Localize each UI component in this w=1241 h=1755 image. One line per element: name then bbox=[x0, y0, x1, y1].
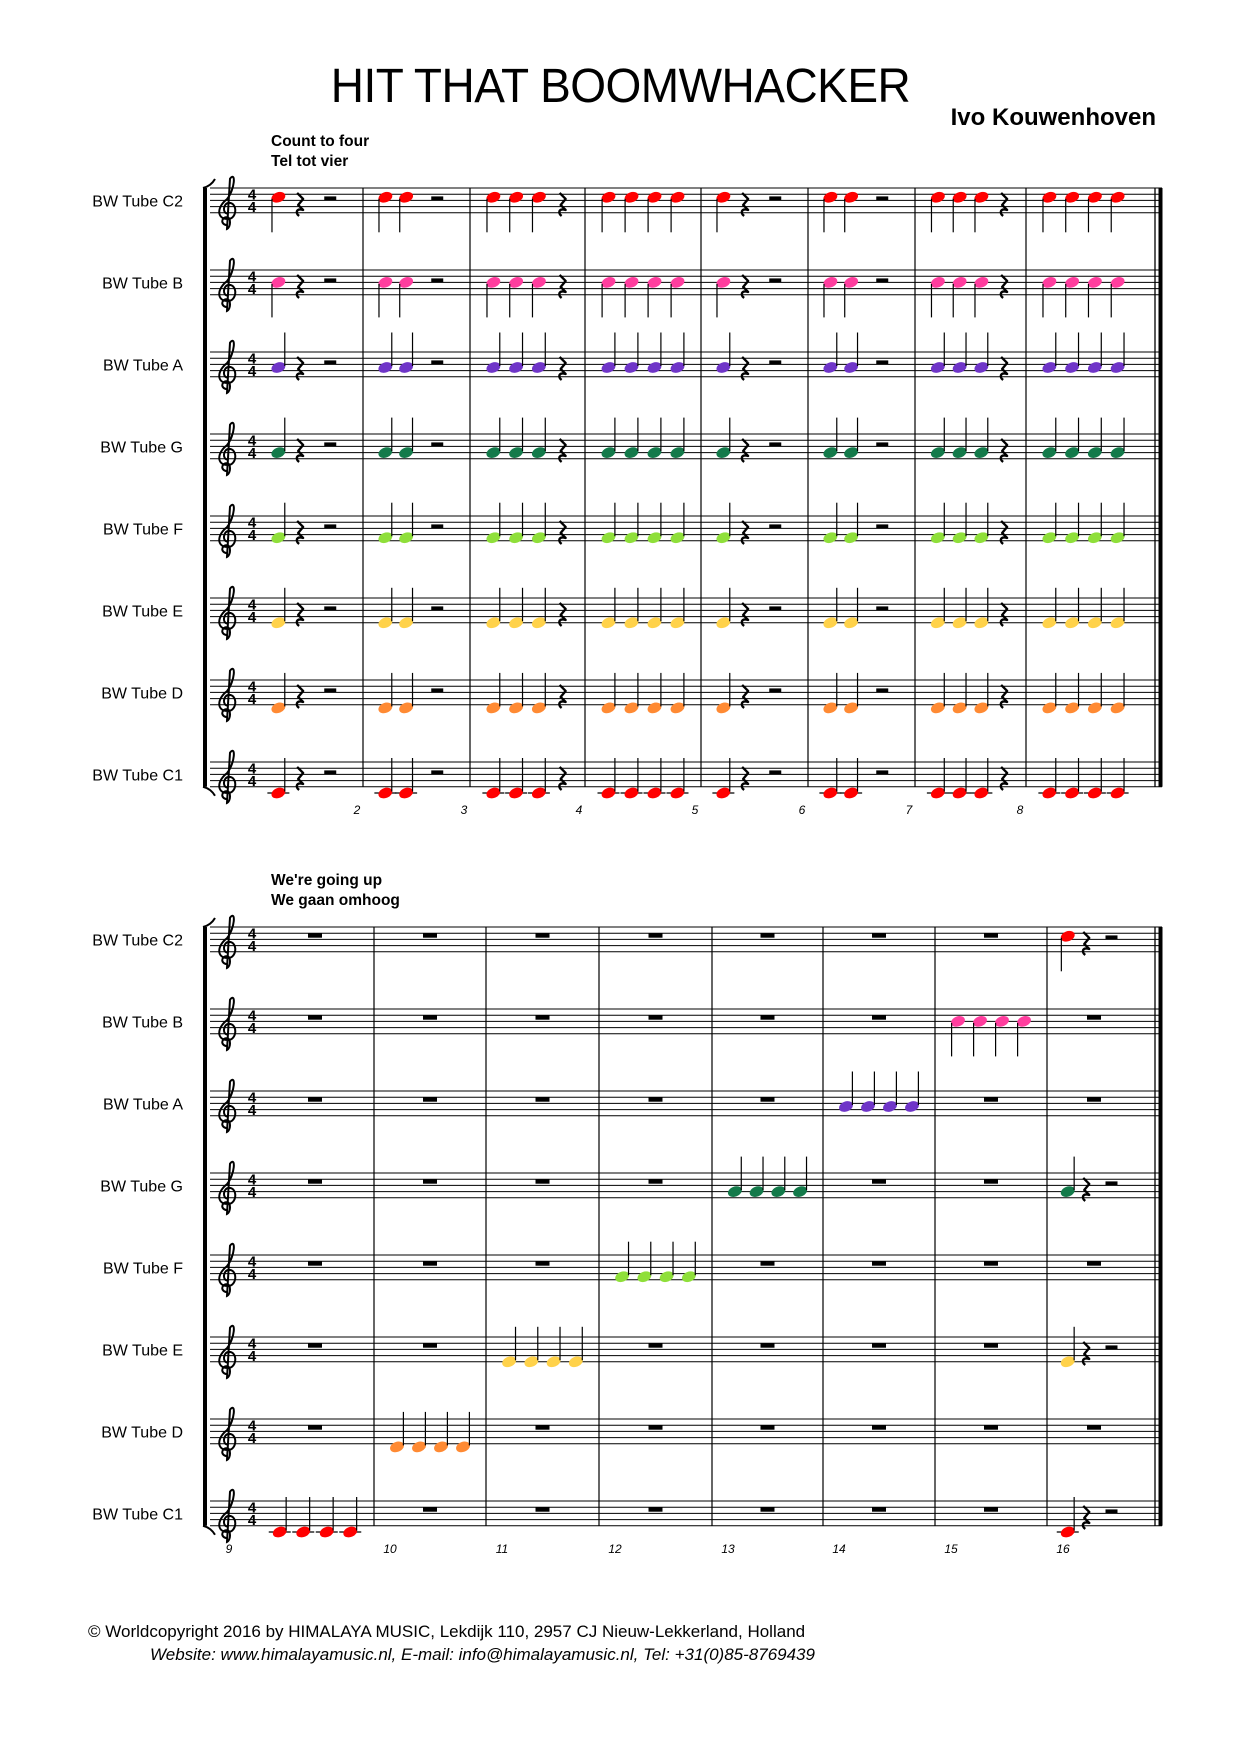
measure-number: 10 bbox=[383, 1541, 397, 1556]
whole-rest bbox=[872, 933, 886, 938]
half-rest bbox=[876, 770, 888, 774]
instrument-name: BW Tube B bbox=[102, 1014, 183, 1032]
whole-rest bbox=[872, 1179, 886, 1184]
bracket-bottom bbox=[203, 1526, 215, 1535]
time-signature-bottom: 4 bbox=[247, 1183, 257, 1201]
time-signature-bottom: 4 bbox=[247, 280, 257, 298]
half-rest bbox=[769, 278, 781, 282]
time-signature-bottom: 4 bbox=[247, 1265, 257, 1283]
time-signature-bottom: 4 bbox=[247, 1101, 257, 1119]
bracket-bottom bbox=[203, 787, 215, 796]
treble-clef bbox=[219, 916, 235, 968]
half-rest bbox=[769, 524, 781, 528]
whole-rest bbox=[984, 1507, 998, 1512]
time-signature-bottom: 4 bbox=[247, 690, 257, 708]
half-rest bbox=[769, 770, 781, 774]
whole-rest bbox=[423, 933, 437, 938]
time-signature-top: 4 bbox=[247, 925, 257, 943]
composer-name: Ivo Kouwenhoven bbox=[950, 104, 1156, 131]
instrument-name: BW Tube A bbox=[102, 357, 183, 375]
half-rest bbox=[431, 360, 443, 364]
half-rest bbox=[876, 360, 888, 364]
whole-rest bbox=[536, 1507, 550, 1512]
whole-rest bbox=[872, 1425, 886, 1430]
half-rest bbox=[769, 196, 781, 200]
section-annotation: Tel tot vier bbox=[271, 153, 349, 170]
measure-number: 14 bbox=[832, 1541, 846, 1556]
treble-clef bbox=[219, 259, 235, 311]
instrument-name: BW Tube C2 bbox=[92, 932, 183, 950]
time-signature-top: 4 bbox=[247, 350, 257, 368]
measure-number: 12 bbox=[608, 1541, 622, 1556]
whole-rest bbox=[649, 1507, 663, 1512]
half-rest bbox=[876, 442, 888, 446]
instrument-name: BW Tube F bbox=[102, 1260, 183, 1278]
treble-clef bbox=[219, 341, 235, 393]
half-rest bbox=[876, 278, 888, 282]
whole-rest bbox=[761, 1097, 775, 1102]
whole-rest bbox=[1087, 1097, 1101, 1102]
treble-clef bbox=[219, 751, 235, 803]
whole-rest bbox=[649, 1343, 663, 1348]
half-rest bbox=[324, 606, 336, 610]
half-rest bbox=[769, 360, 781, 364]
contact-info: Website: www.himalayamusic.nl, E-mail: info@himalayamusic.nl, Tel: +31(0)85-8769439 bbox=[150, 1645, 815, 1664]
half-rest bbox=[876, 524, 888, 528]
whole-rest bbox=[308, 933, 322, 938]
whole-rest bbox=[1087, 1015, 1101, 1020]
whole-rest bbox=[423, 1343, 437, 1348]
whole-rest bbox=[308, 1097, 322, 1102]
half-rest bbox=[324, 360, 336, 364]
measure-number: 2 bbox=[353, 802, 361, 817]
half-rest bbox=[769, 688, 781, 692]
time-signature-bottom: 4 bbox=[247, 1429, 257, 1447]
time-signature-top: 4 bbox=[247, 1089, 257, 1107]
bracket-top bbox=[203, 918, 215, 927]
instrument-name: BW Tube A bbox=[102, 1096, 183, 1114]
half-rest bbox=[431, 524, 443, 528]
whole-rest bbox=[761, 1507, 775, 1512]
half-rest bbox=[769, 606, 781, 610]
treble-clef bbox=[219, 1326, 235, 1378]
time-signature-bottom: 4 bbox=[247, 608, 257, 626]
time-signature-bottom: 4 bbox=[247, 937, 257, 955]
time-signature-top: 4 bbox=[247, 432, 257, 450]
measure-number: 7 bbox=[905, 802, 913, 817]
whole-rest bbox=[761, 1015, 775, 1020]
measure-number: 6 bbox=[798, 802, 806, 817]
instrument-name: BW Tube F bbox=[102, 521, 183, 539]
instrument-name: BW Tube D bbox=[101, 1424, 183, 1442]
half-rest bbox=[431, 196, 443, 200]
measure-number: 13 bbox=[721, 1541, 735, 1556]
measure-number: 9 bbox=[225, 1541, 233, 1556]
time-signature-bottom: 4 bbox=[247, 1511, 257, 1529]
time-signature-top: 4 bbox=[247, 1417, 257, 1435]
whole-rest bbox=[649, 1097, 663, 1102]
whole-rest bbox=[423, 1507, 437, 1512]
treble-clef bbox=[219, 423, 235, 475]
bracket-top bbox=[203, 179, 215, 188]
instrument-name: BW Tube C1 bbox=[92, 1506, 183, 1524]
time-signature-bottom: 4 bbox=[247, 526, 257, 544]
section-annotation: Count to four bbox=[271, 133, 370, 150]
whole-rest bbox=[423, 1097, 437, 1102]
whole-rest bbox=[308, 1425, 322, 1430]
instrument-name: BW Tube D bbox=[101, 685, 183, 703]
whole-rest bbox=[1087, 1425, 1101, 1430]
half-rest bbox=[431, 770, 443, 774]
time-signature-top: 4 bbox=[247, 760, 257, 778]
time-signature-top: 4 bbox=[247, 678, 257, 696]
treble-clef bbox=[219, 669, 235, 721]
whole-rest bbox=[536, 1179, 550, 1184]
time-signature-top: 4 bbox=[247, 1171, 257, 1189]
half-rest bbox=[324, 442, 336, 446]
whole-rest bbox=[536, 933, 550, 938]
whole-rest bbox=[984, 1425, 998, 1430]
instrument-name: BW Tube G bbox=[100, 439, 183, 457]
half-rest bbox=[1106, 935, 1118, 939]
whole-rest bbox=[423, 1179, 437, 1184]
instrument-name: BW Tube G bbox=[100, 1178, 183, 1196]
half-rest bbox=[876, 196, 888, 200]
time-signature-bottom: 4 bbox=[247, 1347, 257, 1365]
half-rest bbox=[324, 688, 336, 692]
time-signature-top: 4 bbox=[247, 1335, 257, 1353]
whole-rest bbox=[536, 1261, 550, 1266]
time-signature-top: 4 bbox=[247, 1499, 257, 1517]
treble-clef bbox=[219, 505, 235, 557]
instrument-name: BW Tube C1 bbox=[92, 767, 183, 785]
measure-number: 3 bbox=[460, 802, 468, 817]
whole-rest bbox=[872, 1507, 886, 1512]
whole-rest bbox=[536, 1015, 550, 1020]
treble-clef bbox=[219, 1408, 235, 1460]
instrument-name: BW Tube B bbox=[102, 275, 183, 293]
time-signature-bottom: 4 bbox=[247, 1019, 257, 1037]
score-title: HIT THAT BOOMWHACKER bbox=[330, 57, 911, 113]
time-signature-bottom: 4 bbox=[247, 772, 257, 790]
time-signature-top: 4 bbox=[247, 1007, 257, 1025]
time-signature-top: 4 bbox=[247, 268, 257, 286]
measure-number: 5 bbox=[691, 802, 699, 817]
instrument-name: BW Tube C2 bbox=[92, 193, 183, 211]
time-signature-bottom: 4 bbox=[247, 444, 257, 462]
time-signature-top: 4 bbox=[247, 186, 257, 204]
whole-rest bbox=[1087, 1261, 1101, 1266]
whole-rest bbox=[649, 1179, 663, 1184]
half-rest bbox=[431, 278, 443, 282]
copyright-notice: © Worldcopyright 2016 by HIMALAYA MUSIC, Lekdijk 110, 2957 CJ Nieuw-Lekkerland, Holland bbox=[88, 1622, 806, 1641]
measure-number: 4 bbox=[575, 802, 583, 817]
treble-clef bbox=[219, 1162, 235, 1214]
time-signature-bottom: 4 bbox=[247, 362, 257, 380]
half-rest bbox=[431, 442, 443, 446]
half-rest bbox=[324, 278, 336, 282]
whole-rest bbox=[536, 1425, 550, 1430]
treble-clef bbox=[219, 1490, 235, 1542]
treble-clef bbox=[219, 1080, 235, 1132]
half-rest bbox=[876, 688, 888, 692]
whole-rest bbox=[308, 1343, 322, 1348]
whole-rest bbox=[423, 1261, 437, 1266]
whole-rest bbox=[984, 1343, 998, 1348]
half-rest bbox=[431, 688, 443, 692]
whole-rest bbox=[761, 933, 775, 938]
whole-rest bbox=[761, 1425, 775, 1430]
half-rest bbox=[1106, 1345, 1118, 1349]
instrument-name: BW Tube E bbox=[102, 1342, 183, 1360]
whole-rest bbox=[308, 1261, 322, 1266]
half-rest bbox=[1106, 1181, 1118, 1185]
whole-rest bbox=[761, 1343, 775, 1348]
whole-rest bbox=[649, 933, 663, 938]
measure-number: 15 bbox=[944, 1541, 958, 1556]
whole-rest bbox=[872, 1343, 886, 1348]
treble-clef bbox=[219, 177, 235, 229]
half-rest bbox=[1106, 1509, 1118, 1513]
instrument-name: BW Tube E bbox=[102, 603, 183, 621]
measure-number: 8 bbox=[1016, 802, 1024, 817]
whole-rest bbox=[872, 1261, 886, 1266]
time-signature-top: 4 bbox=[247, 1253, 257, 1271]
whole-rest bbox=[308, 1015, 322, 1020]
time-signature-bottom: 4 bbox=[247, 198, 257, 216]
time-signature-top: 4 bbox=[247, 596, 257, 614]
half-rest bbox=[324, 196, 336, 200]
half-rest bbox=[876, 606, 888, 610]
whole-rest bbox=[649, 1015, 663, 1020]
section-annotation: We gaan omhoog bbox=[271, 892, 400, 909]
whole-rest bbox=[872, 1015, 886, 1020]
whole-rest bbox=[423, 1015, 437, 1020]
half-rest bbox=[769, 442, 781, 446]
whole-rest bbox=[649, 1425, 663, 1430]
treble-clef bbox=[219, 587, 235, 639]
whole-rest bbox=[984, 1097, 998, 1102]
half-rest bbox=[324, 524, 336, 528]
measure-number: 16 bbox=[1056, 1541, 1070, 1556]
whole-rest bbox=[536, 1097, 550, 1102]
section-annotation: We're going up bbox=[271, 872, 383, 889]
measure-number: 11 bbox=[495, 1541, 509, 1556]
treble-clef bbox=[219, 1244, 235, 1296]
time-signature-top: 4 bbox=[247, 514, 257, 532]
half-rest bbox=[431, 606, 443, 610]
whole-rest bbox=[984, 933, 998, 938]
treble-clef bbox=[219, 998, 235, 1050]
whole-rest bbox=[984, 1261, 998, 1266]
whole-rest bbox=[761, 1261, 775, 1266]
whole-rest bbox=[308, 1179, 322, 1184]
whole-rest bbox=[984, 1179, 998, 1184]
half-rest bbox=[324, 770, 336, 774]
